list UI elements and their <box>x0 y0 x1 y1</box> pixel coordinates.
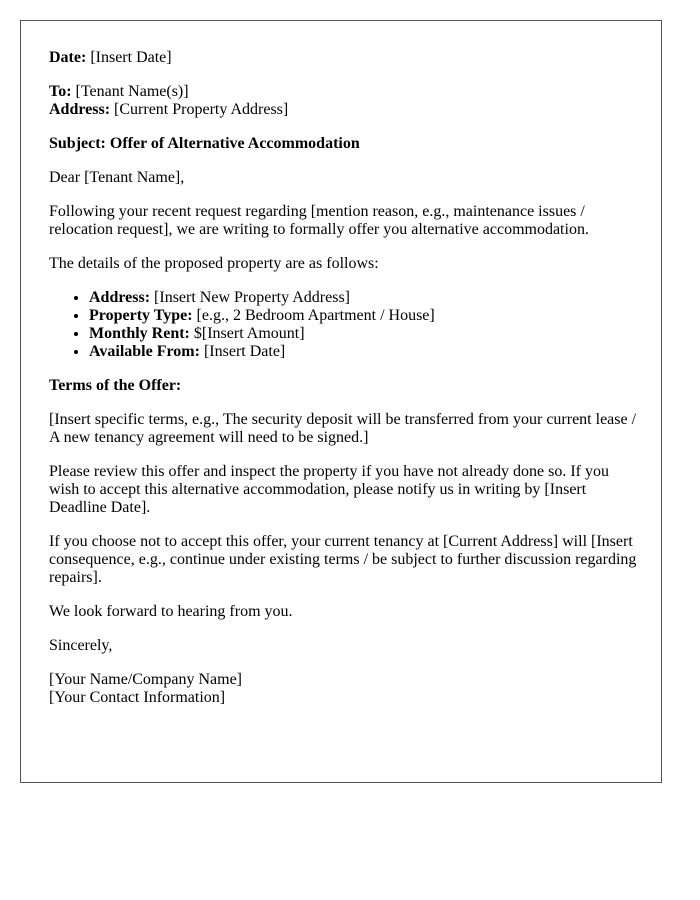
to-label: To: <box>49 83 72 100</box>
salutation: Dear [Tenant Name], <box>49 169 185 186</box>
intro-paragraph: Following your recent request regarding [mention reason, e.g., maintenance issues / relocation request], we are writing to formally offer you alternative accommodation. <box>49 203 589 238</box>
details-intro: The details of the proposed property are as follows: <box>49 255 379 272</box>
detail-label: Monthly Rent: <box>89 325 190 342</box>
signature-name: [Your Name/Company Name] <box>49 671 243 688</box>
terms-heading-text: Terms of the Offer: <box>49 377 182 394</box>
detail-label: Available From: <box>89 343 200 360</box>
decline-paragraph: If you choose not to accept this offer, your current tenancy at [Current Address] will [Insert consequence, e.g., continue under existing terms / be subject to further discussion regarding repairs]. <box>49 533 637 586</box>
address-label: Address: <box>49 101 111 118</box>
review-paragraph: Please review this offer and inspect the property if you have not already done so. If you wish to accept this alternative accommodation, please notify us in writing by [Insert Deadline Date]. <box>49 463 609 516</box>
list-item <box>89 343 641 361</box>
subject-text: Subject: Offer of Alternative Accommodation <box>49 135 360 152</box>
to-value: [Tenant Name(s)] <box>75 83 189 100</box>
signature-contact: [Your Contact Information] <box>49 689 226 706</box>
detail-value: [e.g., 2 Bedroom Apartment / House] <box>196 307 435 324</box>
list-item <box>89 325 641 343</box>
terms-heading <box>49 377 641 395</box>
date-line <box>49 49 641 67</box>
detail-value: [Insert Date] <box>203 343 286 360</box>
detail-value: $[Insert Amount] <box>193 325 305 342</box>
detail-label: Property Type: <box>89 307 193 324</box>
terms-paragraph: [Insert specific terms, e.g., The security deposit will be transferred from your current lease / A new tenancy agreement will need to be signed.] <box>49 411 637 446</box>
detail-label: Address: <box>89 289 151 306</box>
address-value: [Current Property Address] <box>114 101 289 118</box>
closing-line: We look forward to hearing from you. <box>49 603 293 620</box>
list-item <box>89 307 641 325</box>
date-value: [Insert Date] <box>90 49 172 66</box>
list-item <box>89 289 641 307</box>
date-label: Date: <box>49 49 87 66</box>
recipient-block <box>49 83 641 119</box>
subject-line <box>49 135 641 153</box>
signature-block <box>49 671 641 707</box>
letter <box>20 20 662 783</box>
signoff: Sincerely, <box>49 637 113 654</box>
detail-value: [Insert New Property Address] <box>154 289 350 306</box>
details-list <box>49 289 641 361</box>
